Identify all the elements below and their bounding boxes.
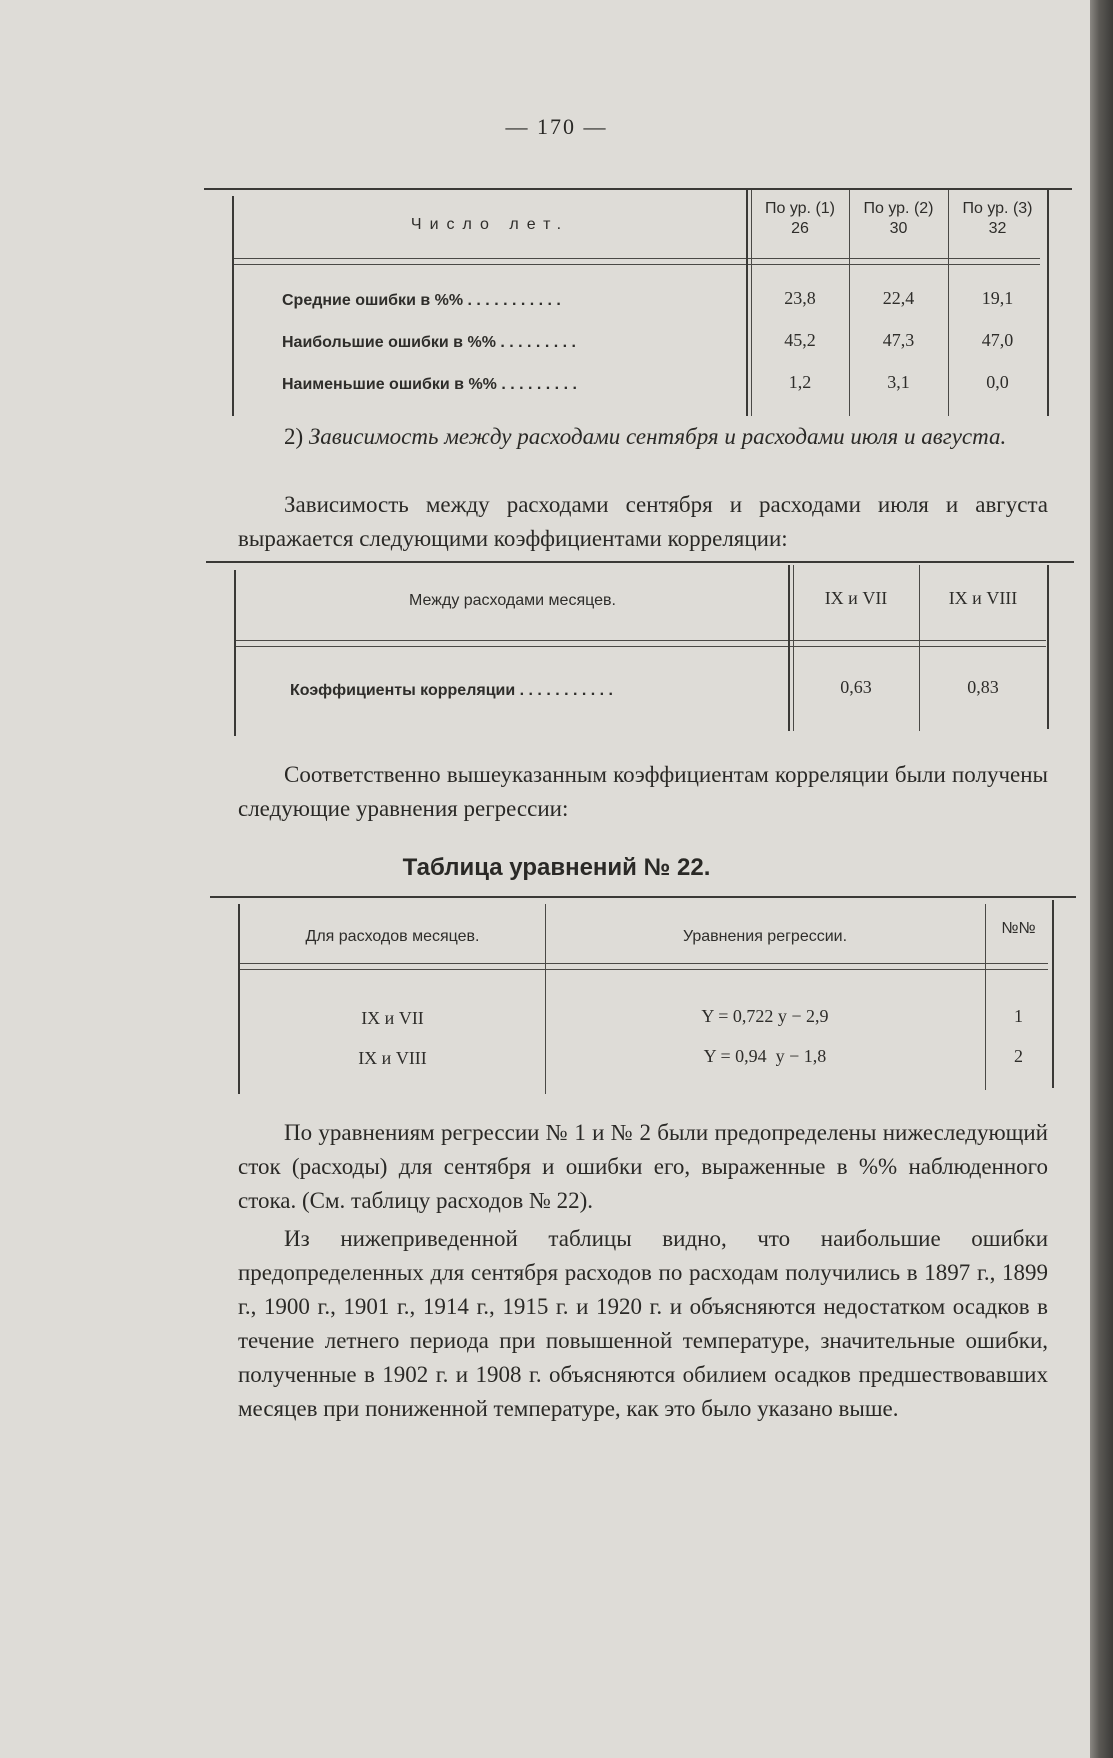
table3-row1-no: 1 [1014,1006,1023,1026]
table3-row1-equation: Y = 0,722 y − 2,9 [701,1006,829,1026]
table1-row-min-label: Наименьшие ошибки в %% . . . . . . . . . [282,376,577,393]
table1-row-max-value-1: 45,2 [784,330,816,350]
table3-header-equations: Уравнения регрессии. [682,928,848,945]
page-number: — 170 — [505,114,608,139]
regression-paragraph: Соответственно вышеуказанным коэффициентам корреляции были получены следующие уравнения регрессии: [238,762,1048,821]
section2-text: Зависимость между расходами сентября и расходами июля и августа выражается следующими коэффициентами корреляции: [238,492,1048,551]
table2-header-label: Между расходами месяцев. [409,592,616,609]
table1-col-2-years: 30 [889,220,908,237]
table1-row-mean-value-1: 23,8 [784,288,816,308]
section2-number: 2) [284,424,304,449]
table3-row1-months: IX и VII [361,1008,424,1028]
table2-value-2: 0,83 [967,677,999,697]
table1-col-1-years: 26 [791,220,809,237]
table2-row-label: Коэффициенты корреляции . . . . . . . . . . . [290,682,613,699]
table1-col-3-title: По ур. (3) [962,200,1033,217]
table2-value-1: 0,63 [840,677,872,697]
table3-caption: Таблица уравнений № 22. [402,854,711,881]
table3-header-months: Для расходов месяцев. [305,928,480,945]
table3-row2-no: 2 [1014,1046,1023,1066]
table1-col-1-title: По ур. (1) [764,200,835,217]
table1-row-mean-value-3: 19,1 [981,288,1014,308]
table1-row-max-value-3: 47,0 [981,330,1014,350]
table1-col-2-title: По ур. (2) [863,200,934,217]
table1-row-min-value-1: 1,2 [788,372,812,392]
predetermined-paragraph: По уравнениям регрессии № 1 и № 2 были предопределены нижеследующий сток (расходы) для сентября и ошибки его, выраженные в %% наблюденного стока. (См. таблицу расходов № 22). [238,1120,1048,1213]
table1-row-min-value-2: 3,1 [887,372,910,392]
table3-row2-months: IX и VIII [358,1048,427,1068]
table1-col-3-years: 32 [988,220,1007,237]
table1-header-label: Число лет. [410,216,570,233]
table1-row-min-value-3: 0,0 [986,372,1009,392]
table1-row-max-label: Наибольшие ошибки в %% . . . . . . . . . [282,334,576,351]
section2-heading [238,420,1048,454]
table3-row2-equation: Y = 0,94 y − 1,8 [703,1046,827,1066]
errors-paragraph: Из нижеприведенной таблицы видно, что наибольшие ошибки предопределенных для сентября расходов по расходам получились в 1897 г., 1899 г., 1900 г., 1901 г., 1914 г., 1915 г. и 1920 г. и объясняются недостатком осадков в течение летнего периода при повышенной температуре, значительные ошибки, полученные в 1902 г. и 1908 г. объясняются обилием осадков предшествовавших месяцев при пониженной температуре, как это было указано выше. [238,1226,1048,1421]
table2-col-1: IX и VII [824,588,888,608]
table1-row-mean-label: Средние ошибки в %% . . . . . . . . . . . [282,292,561,309]
table1-row-mean-value-2: 22,4 [882,288,915,308]
section2-title: Зависимость между расходами сентября и расходами июля и августа. [308,424,1007,449]
table1-row-max-value-2: 47,3 [882,330,915,350]
table3-header-no: №№ [1001,920,1036,937]
table2-col-2: IX и VIII [948,588,1018,608]
